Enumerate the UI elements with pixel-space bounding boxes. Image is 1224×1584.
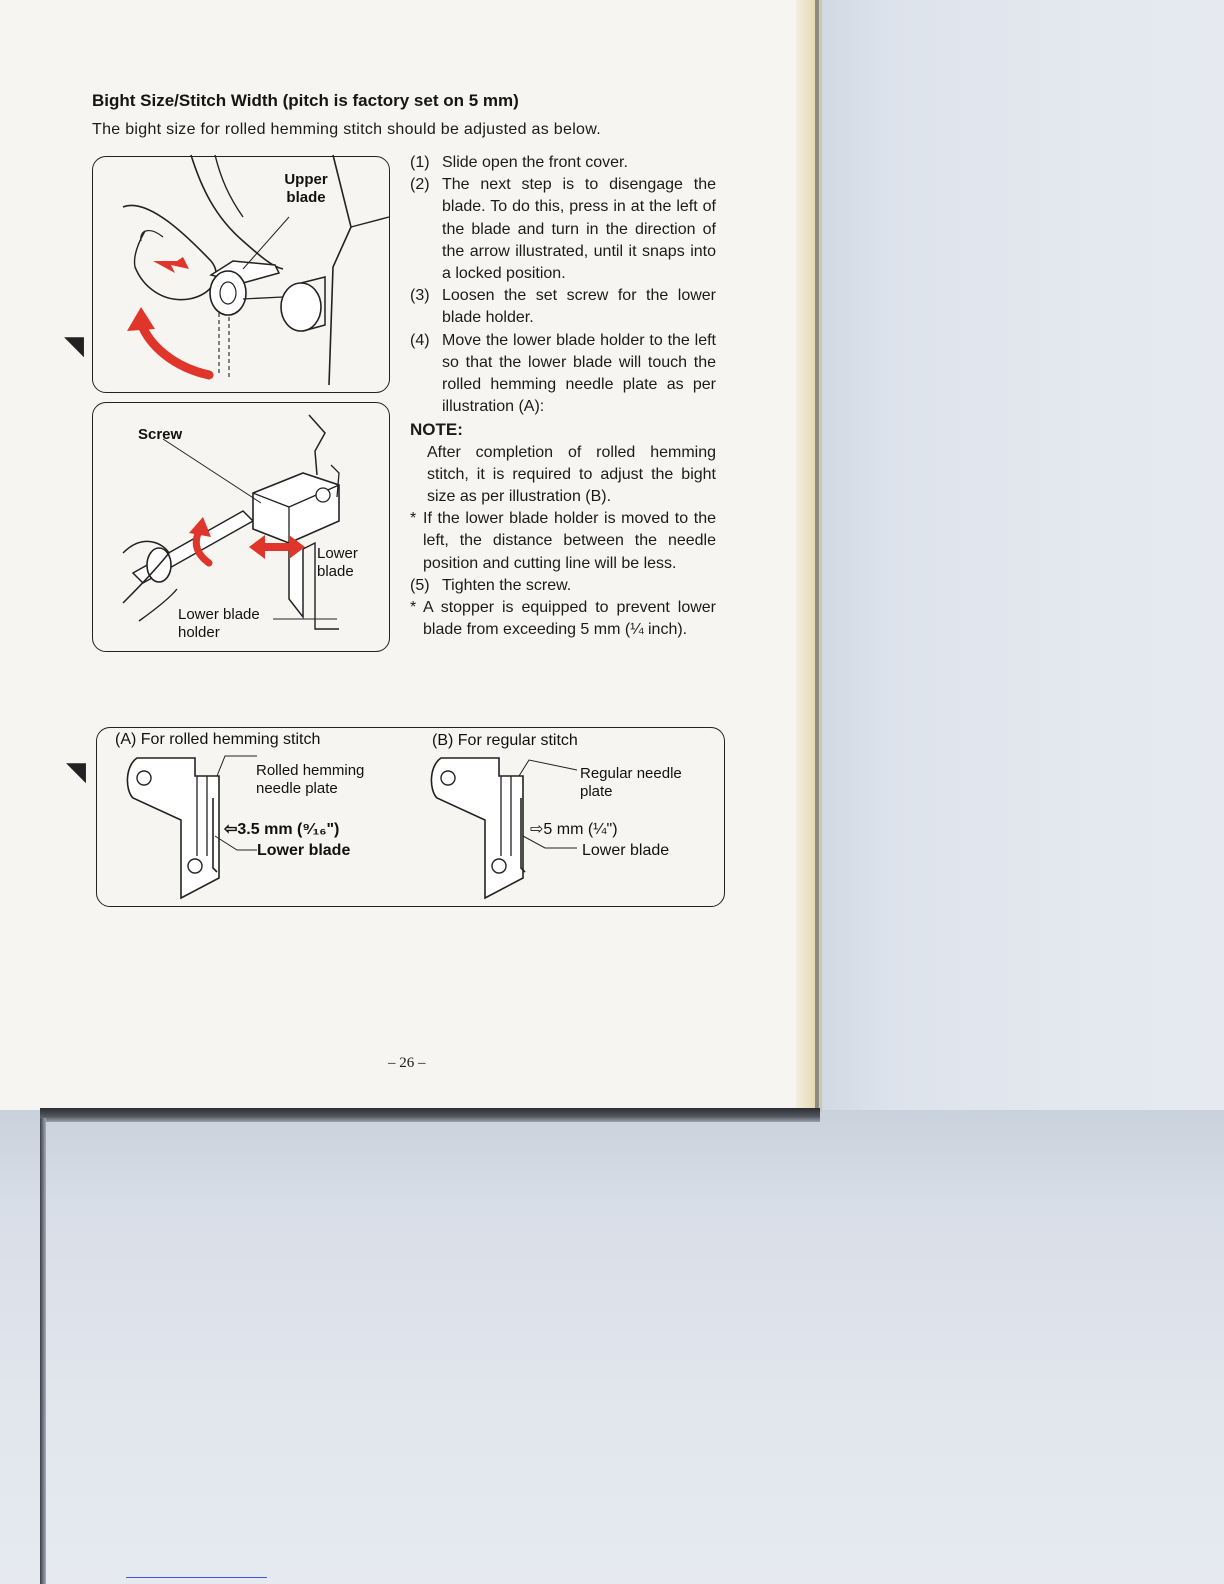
step-5: (5) Tighten the screw. <box>410 576 572 594</box>
screw-label: Screw <box>138 426 183 443</box>
measure-b-label: ⇨5 mm (¼") <box>530 821 618 838</box>
step-4: (4) Move the lower blade holder to the left so that the lower blade will touch the rolled hemming needle plate as per illustration (A): <box>410 331 716 416</box>
upper-blade-illustration <box>93 157 389 392</box>
page-bottom-shadow <box>40 1108 820 1122</box>
step-3: (3) Loosen the set screw for the lower blade holder. <box>410 287 716 327</box>
note-star: * If the lower blade holder is moved to the left, the distance between the needle position and cutting line will be less. <box>410 510 716 572</box>
scanner-background-right <box>808 0 1224 1120</box>
rolled-hemming-plate-label: Rolled hemming needle plate <box>256 762 365 797</box>
binding-clip-icon: ◥ <box>64 330 84 360</box>
step-2: (2) The next step is to disengage the blade. To do this, press in at the left of the blade and turn in the direction of the arrow illustrated, until it snaps into a locked position. <box>410 176 716 283</box>
note-title: NOTE: <box>410 420 463 440</box>
figure-comparison <box>96 727 725 907</box>
figure-lower-blade <box>92 402 390 652</box>
intro-paragraph: The bight size for rolled hemming stitch should be adjusted as below. <box>92 121 601 138</box>
section-heading: Bight Size/Stitch Width (pitch is factory set on 5 mm) <box>92 91 519 110</box>
page-number: – 26 – <box>388 1055 426 1071</box>
stopper-note: * A stopper is equipped to prevent lower blade from exceeding 5 mm (¼ inch). <box>410 599 716 639</box>
page-edge-line <box>815 0 819 1112</box>
upper-blade-label: Upper blade <box>284 171 328 206</box>
measure-a-label: ⇦3.5 mm (⁹⁄₁₆") <box>224 821 340 838</box>
regular-plate-label: Regular needle plate <box>580 765 682 800</box>
figure-upper-blade <box>92 156 390 393</box>
comparison-a-title: (A) For rolled hemming stitch <box>115 731 321 748</box>
lower-blade-label: Lower blade <box>317 545 358 580</box>
step-1: (1) Slide open the front cover. <box>410 154 628 171</box>
lower-blade-a-label: Lower blade <box>257 842 351 859</box>
comparison-b-title: (B) For regular stitch <box>432 732 578 749</box>
bottom-link-line <box>126 1577 267 1578</box>
needle-plate-illustration <box>97 728 724 906</box>
scanner-left-edge <box>40 1118 46 1584</box>
binding-clip-icon: ◥ <box>66 756 86 786</box>
lower-blade-b-label: Lower blade <box>582 842 670 859</box>
note-text: After completion of rolled hemming stitch, it is required to adjust the bight size as per illustration (B). <box>427 443 716 506</box>
lower-blade-holder-label: Lower blade holder <box>178 606 260 641</box>
scanner-background-bottom <box>0 1110 1224 1584</box>
instruction-steps <box>410 152 716 641</box>
